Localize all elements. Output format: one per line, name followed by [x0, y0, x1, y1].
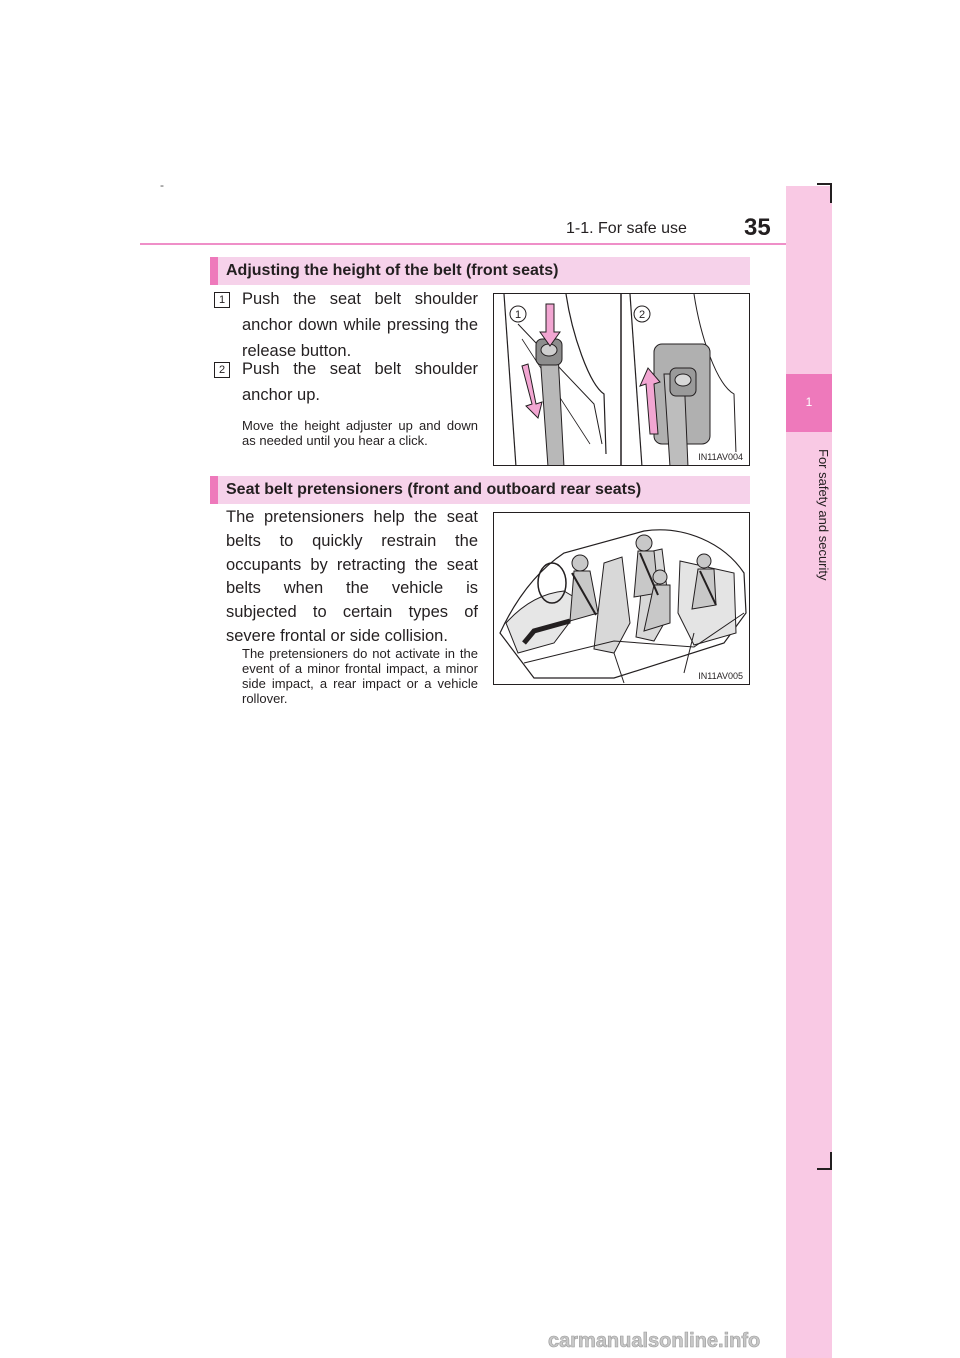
- crop-mark-bottom-v: [830, 1152, 832, 1170]
- pretensioner-figure: [493, 512, 750, 685]
- figure-code-1: IN11AV004: [698, 452, 743, 462]
- belt-adjuster-illustration: [494, 294, 750, 466]
- page-number: 35: [744, 214, 771, 241]
- step-text-1: Push the seat belt shoulder anchor down while pressing the release button.: [242, 290, 478, 360]
- section-heading-pretensioners: Seat belt pretensioners (front and outboard rear seats): [210, 476, 750, 504]
- chapter-number: 1: [805, 395, 813, 409]
- pretensioner-note: The pretensioners do not activate in the event of a minor frontal impact, a minor side impact, a rear impact or a vehicle rollover.: [242, 646, 478, 706]
- crop-mark-top-v: [830, 183, 832, 203]
- section-heading-belt-height: Adjusting the height of the belt (front seats): [210, 257, 750, 285]
- chapter-label: For safety and security: [816, 449, 831, 581]
- step-number-1: 1: [214, 292, 230, 308]
- figure-code-2: IN11AV005: [698, 671, 743, 681]
- belt-height-figure: [493, 293, 750, 466]
- height-adjuster-note: Move the height adjuster up and down as needed until you hear a click.: [242, 418, 478, 448]
- figure-label-1: 1: [514, 309, 522, 321]
- pretensioner-description: The pretensioners help the seat belts to quickly restrain the occupants by retracting the seat belts when the vehicle is subjected to certain types of severe frontal or side collision.: [226, 508, 478, 645]
- header-dash: -: [160, 178, 164, 192]
- chapter-side-tab: [786, 186, 832, 1358]
- header-rule: [140, 243, 832, 245]
- step-number-2: 2: [214, 362, 230, 378]
- vehicle-cabin-illustration: [494, 513, 750, 685]
- header-section-title: 1-1. For safe use: [566, 220, 687, 237]
- watermark-link[interactable]: carmanualsonline.info: [548, 1330, 761, 1352]
- step-text-2: Push the seat belt shoulder anchor up.: [242, 360, 478, 404]
- figure-label-2: 2: [638, 309, 646, 321]
